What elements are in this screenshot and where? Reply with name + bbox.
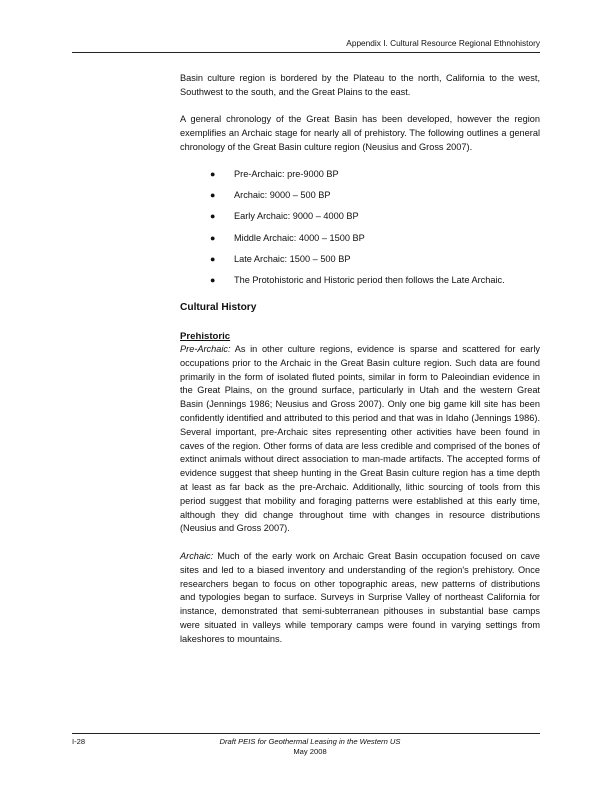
subsection-heading: Prehistoric (180, 331, 231, 343)
bullet-icon: ● (210, 275, 216, 286)
section-heading: Cultural History (180, 302, 257, 314)
paragraph-text: As in other culture regions, evidence is sparse and scattered for early occupations prior to the Archaic in the Great Basin culture region. Such data are found primarily in the form of isolated fluted points, similar in form to Paleoindian evidence in the Great Plains, on the ground surface, particularly in Utah and the western Great Basin (Jennings 1986; Neusius and Gross 2007). Only one big game kill site has been confidently identified and attributed to this period and that was in Idaho (Jennings 1986). Several important, pre-Archaic sites representing other activities have been found in caves of the region. Other forms of data are less credible and comprised of the bones of extinct animals without direct association to man-made artifacts. The accepted forms of evidence suggest that sheep hunting in the Great Basin culture region has a time depth at least as far back as the pre-Archaic. Additionally, lithic sourcing of tools from this period suggest that mobility and foraging patterns were established at this early time, although they did change throughout time with changes in resource distributions (Neusius and Gross 2007). (180, 344, 540, 534)
list-item: ● Archaic: 9000 – 500 BP (180, 189, 540, 203)
bullet-icon: ● (210, 232, 216, 243)
chronology-list (180, 168, 540, 288)
list-item: ● The Protohistoric and Historic period then follows the Late Archaic. (180, 274, 540, 288)
list-item: ● Early Archaic: 9000 – 4000 BP (180, 210, 540, 224)
footer-divider (72, 733, 540, 734)
header-divider (72, 52, 540, 53)
bullet-icon: ● (210, 253, 216, 264)
bullet-icon: ● (210, 168, 216, 179)
page-number: I-28 (72, 737, 86, 746)
paragraph-text: Much of the early work on Archaic Great Basin occupation focused on cave sites and led to a biased inventory and understanding of the region's prehistory. Once researchers began to focus on other topographic areas, new patterns of distributions and typologies began to surface. Surveys in Surprise Valley of northeast California for instance, demonstrated that semi-subterranean pithouses in substantial base camps were situated in valleys while temporary camps were found in varying settings from lakeshores to mountains. (180, 551, 540, 644)
footer-document-title: Draft PEIS for Geothermal Leasing in the Western US (219, 737, 401, 746)
list-item: ● Middle Archaic: 4000 – 1500 BP (180, 232, 540, 246)
bullet-icon: ● (210, 190, 216, 201)
intro-paragraph: Basin culture region is bordered by the Plateau to the north, California to the west, Southwest to the south, and the Great Plains to the east. (180, 73, 540, 97)
list-item: ● Late Archaic: 1500 – 500 BP (180, 253, 540, 267)
running-header: Appendix I. Cultural Resource Regional Ethnohistory (346, 38, 540, 48)
intro-paragraph: A general chronology of the Great Basin has been developed, however the region exemplifies an Archaic stage for nearly all of prehistory. The following outlines a general chronology of the Great Basin culture region (Neusius and Gross 2007). (180, 114, 540, 152)
page-body (180, 72, 540, 647)
footer-date: May 2008 (293, 747, 327, 756)
bullet-icon: ● (210, 211, 216, 222)
list-item: ● Pre-Archaic: pre-9000 BP (180, 168, 540, 182)
footer (180, 737, 440, 757)
pre-archaic-paragraph (180, 343, 540, 536)
paragraph-lead: Archaic: (180, 551, 214, 562)
archaic-paragraph (180, 550, 540, 647)
paragraph-lead: Pre-Archaic: (180, 344, 231, 355)
